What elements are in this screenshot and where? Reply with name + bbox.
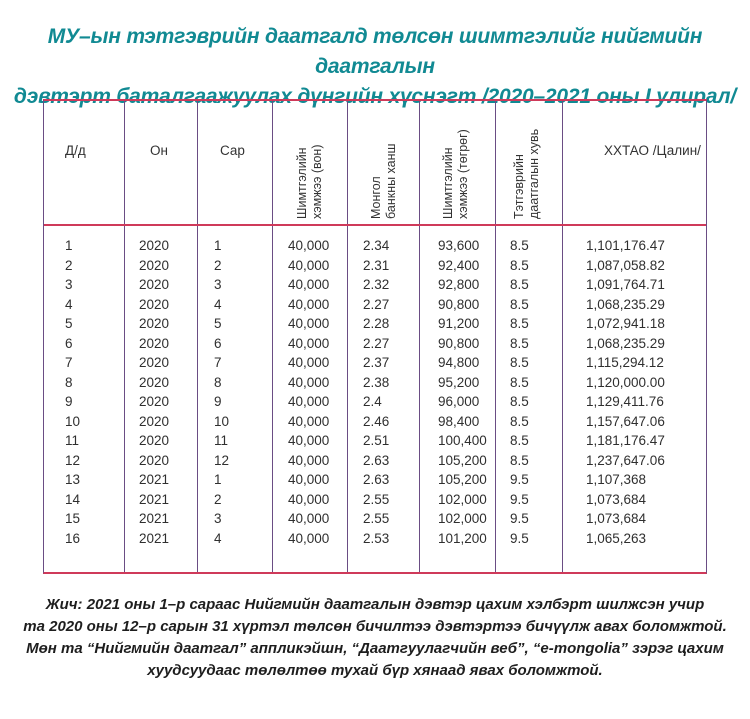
cell-fine-krw: 40,000: [288, 413, 330, 429]
cell-month: 12: [214, 452, 230, 468]
cell-salary: 1,068,235.29: [586, 296, 665, 312]
cell-year: 2020: [139, 238, 170, 253]
cell-fine-mnt: 100,400: [438, 433, 487, 448]
cell-bank-rate: 2.63: [363, 472, 390, 487]
cell-fine-krw: 40,000: [288, 452, 330, 468]
header-fine-krw: [295, 145, 325, 220]
cell-year: 2020: [139, 413, 170, 429]
cell-month: 8: [214, 374, 222, 390]
cell-bank-rate: 2.46: [363, 413, 390, 429]
footnote-line-1: Жич: 2021 оны 1–р сараас Нийгмийн даатгалын дэвтэр цахим хэлбэрт шилжсэн учир: [45, 596, 705, 613]
table-row: [44, 511, 706, 531]
cell-no: 14: [65, 491, 81, 507]
cell-fine-mnt: 102,000: [438, 491, 487, 507]
cell-salary: 1,181,176.47: [586, 433, 665, 448]
header-bank-rate: [369, 143, 399, 219]
cell-year: 2021: [139, 491, 170, 507]
cell-fine-mnt: 90,800: [438, 296, 480, 312]
cell-year: 2020: [139, 355, 170, 370]
header-salary: ХХТАО /Цалин/: [604, 143, 701, 158]
cell-year: 2020: [139, 452, 170, 468]
cell-pension-rate: 8.5: [510, 433, 529, 448]
cell-fine-mnt: 93,600: [438, 238, 480, 253]
cell-fine-mnt: 94,800: [438, 355, 480, 370]
cell-bank-rate: 2.32: [363, 277, 390, 292]
cell-no: 1: [65, 238, 73, 253]
cell-month: 2: [214, 491, 222, 507]
table-row: [44, 453, 706, 473]
cell-fine-krw: 40,000: [288, 511, 330, 526]
cell-month: 3: [214, 511, 222, 526]
cell-month: 4: [214, 296, 222, 312]
header-fine-mnt-line-1: Шимтгэлийн: [441, 147, 455, 219]
cell-bank-rate: 2.28: [363, 316, 390, 331]
footnote-line-4: хуудсуудаас төлөлтөө тухай бүр хянаад явах боломжтой.: [147, 662, 603, 679]
cell-salary: 1,087,058.82: [586, 257, 665, 273]
cell-salary: 1,091,764.71: [586, 277, 665, 292]
cell-year: 2020: [139, 296, 170, 312]
cell-pension-rate: 8.5: [510, 296, 529, 312]
title-line-1: МУ–ын тэтгэврийн даатгалд төлсөн шимтгэлийг нийгмийн даатгалын: [47, 25, 703, 78]
table-row: [44, 492, 706, 512]
cell-fine-krw: 40,000: [288, 257, 330, 273]
cell-salary: 1,120,000.00: [586, 374, 665, 390]
cell-no: 13: [65, 472, 81, 487]
cell-pension-rate: 8.5: [510, 394, 529, 409]
cell-no: 8: [65, 374, 73, 390]
cell-pension-rate: 8.5: [510, 355, 529, 370]
cell-bank-rate: 2.63: [363, 452, 390, 468]
cell-pension-rate: 8.5: [510, 277, 529, 292]
cell-fine-mnt: 92,400: [438, 257, 480, 273]
cell-no: 11: [65, 433, 80, 448]
cell-pension-rate: 9.5: [510, 511, 529, 526]
header-fine-krw-line-1: Шимтгэлийн: [295, 147, 309, 219]
cell-no: 6: [65, 335, 73, 351]
cell-month: 7: [214, 355, 222, 370]
header-no: Д/д: [65, 143, 86, 158]
cell-no: 3: [65, 277, 73, 292]
cell-fine-krw: 40,000: [288, 530, 330, 546]
cell-fine-krw: 40,000: [288, 335, 330, 351]
contribution-table: [43, 99, 707, 574]
cell-bank-rate: 2.4: [363, 394, 382, 409]
cell-no: 16: [65, 530, 81, 546]
footnote: [0, 594, 750, 682]
table-row: [44, 414, 706, 434]
cell-fine-mnt: 96,000: [438, 394, 480, 409]
table-row: [44, 394, 706, 414]
header-month: Сар: [220, 143, 245, 158]
cell-fine-krw: 40,000: [288, 491, 330, 507]
title-line-2: дэвтэрт баталгаажуулах дүнгийн хүснэгт /2020–2021 оны I улирал/: [13, 85, 737, 108]
table-row: [44, 355, 706, 375]
cell-pension-rate: 8.5: [510, 316, 529, 331]
cell-pension-rate: 8.5: [510, 238, 529, 253]
cell-fine-mnt: 92,800: [438, 277, 480, 292]
cell-fine-krw: 40,000: [288, 238, 330, 253]
cell-no: 7: [65, 355, 73, 370]
cell-no: 5: [65, 316, 73, 331]
cell-pension-rate: 9.5: [510, 472, 529, 487]
cell-month: 2: [214, 257, 222, 273]
cell-bank-rate: 2.53: [363, 530, 390, 546]
cell-year: 2020: [139, 374, 170, 390]
cell-fine-krw: 40,000: [288, 277, 330, 292]
cell-pension-rate: 8.5: [510, 452, 529, 468]
cell-year: 2021: [139, 472, 170, 487]
cell-fine-krw: 40,000: [288, 394, 330, 409]
table-row: [44, 433, 706, 453]
cell-fine-krw: 40,000: [288, 472, 330, 487]
cell-pension-rate: 8.5: [510, 413, 529, 429]
cell-year: 2020: [139, 335, 170, 351]
cell-no: 2: [65, 257, 73, 273]
cell-month: 11: [214, 433, 229, 448]
cell-fine-mnt: 102,000: [438, 511, 487, 526]
cell-salary: 1,115,294.12: [586, 355, 664, 370]
cell-salary: 1,073,684: [586, 491, 647, 507]
table-row: [44, 336, 706, 356]
table-row: [44, 238, 706, 258]
header-fine-krw-line-2: хэмжээ (вон): [310, 144, 324, 219]
table-row: [44, 472, 706, 492]
cell-month: 5: [214, 316, 222, 331]
cell-fine-mnt: 101,200: [438, 530, 487, 546]
cell-fine-mnt: 98,400: [438, 413, 480, 429]
cell-year: 2020: [139, 394, 170, 409]
cell-bank-rate: 2.37: [363, 355, 390, 370]
header-fine-mnt: [441, 129, 471, 219]
table-row: [44, 258, 706, 278]
cell-bank-rate: 2.38: [363, 374, 390, 390]
cell-fine-krw: 40,000: [288, 355, 330, 370]
cell-month: 1: [214, 472, 222, 487]
cell-fine-krw: 40,000: [288, 296, 330, 312]
cell-year: 2020: [139, 316, 170, 331]
cell-salary: 1,107,368: [586, 472, 647, 487]
cell-month: 3: [214, 277, 222, 292]
table-row: [44, 531, 706, 551]
cell-month: 1: [214, 238, 222, 253]
cell-fine-mnt: 95,200: [438, 374, 480, 390]
header-pension-rate-line-1: Тэтгэврийн: [512, 154, 526, 219]
header-pension-rate-line-2: даатгалын хувь: [527, 128, 541, 219]
table-row: [44, 375, 706, 395]
cell-salary: 1,157,647.06: [586, 413, 665, 429]
header-year: Он: [150, 143, 168, 158]
footnote-line-2: та 2020 оны 12–р сарын 31 хүртэл төлсөн бичилтээ дэвтэртээ бичүүлж авах боломжтой.: [23, 618, 727, 635]
table-row: [44, 316, 706, 336]
header-separator: [44, 224, 706, 226]
header-bank-rate-line-1: Монгол: [369, 176, 383, 219]
cell-month: 6: [214, 335, 222, 351]
cell-bank-rate: 2.27: [363, 335, 390, 351]
cell-fine-mnt: 105,200: [438, 472, 487, 487]
cell-fine-mnt: 90,800: [438, 335, 480, 351]
cell-salary: 1,073,684: [586, 511, 647, 526]
cell-no: 15: [65, 511, 81, 526]
cell-pension-rate: 9.5: [510, 530, 529, 546]
header-bank-rate-line-2: банкны ханш: [384, 143, 398, 219]
cell-bank-rate: 2.27: [363, 296, 390, 312]
table-row: [44, 277, 706, 297]
cell-no: 12: [65, 452, 81, 468]
cell-month: 4: [214, 530, 222, 546]
cell-month: 9: [214, 394, 222, 409]
cell-year: 2021: [139, 511, 170, 526]
cell-month: 10: [214, 413, 230, 429]
cell-year: 2021: [139, 530, 170, 546]
cell-no: 4: [65, 296, 73, 312]
table-body: [44, 238, 706, 550]
cell-fine-krw: 40,000: [288, 316, 330, 331]
cell-fine-krw: 40,000: [288, 433, 330, 448]
cell-year: 2020: [139, 277, 170, 292]
cell-salary: 1,072,941.18: [586, 316, 665, 331]
cell-salary: 1,068,235.29: [586, 335, 665, 351]
cell-pension-rate: 9.5: [510, 491, 529, 507]
header-pension-rate: [512, 129, 542, 219]
cell-pension-rate: 8.5: [510, 335, 529, 351]
cell-salary: 1,101,176.47: [586, 238, 665, 253]
cell-salary: 1,129,411.76: [586, 394, 664, 409]
cell-no: 9: [65, 394, 73, 409]
cell-fine-mnt: 91,200: [438, 316, 480, 331]
cell-no: 10: [65, 413, 81, 429]
cell-bank-rate: 2.51: [363, 433, 390, 448]
header-fine-mnt-line-2: хэмжээ (төгрөг): [456, 129, 470, 219]
cell-year: 2020: [139, 257, 170, 273]
cell-bank-rate: 2.55: [363, 491, 390, 507]
cell-bank-rate: 2.55: [363, 511, 390, 526]
cell-fine-mnt: 105,200: [438, 452, 487, 468]
cell-salary: 1,065,263: [586, 530, 647, 546]
cell-bank-rate: 2.31: [363, 257, 390, 273]
cell-bank-rate: 2.34: [363, 238, 390, 253]
table-row: [44, 297, 706, 317]
cell-pension-rate: 8.5: [510, 257, 529, 273]
cell-fine-krw: 40,000: [288, 374, 330, 390]
cell-salary: 1,237,647.06: [586, 452, 665, 468]
cell-pension-rate: 8.5: [510, 374, 529, 390]
cell-year: 2020: [139, 433, 170, 448]
footnote-line-3: Мөн та “Нийгмийн даатгал” аппликэйшн, “Даатгуулагчийн веб”, “e-mongolia” зэрэг цахим: [26, 640, 724, 657]
